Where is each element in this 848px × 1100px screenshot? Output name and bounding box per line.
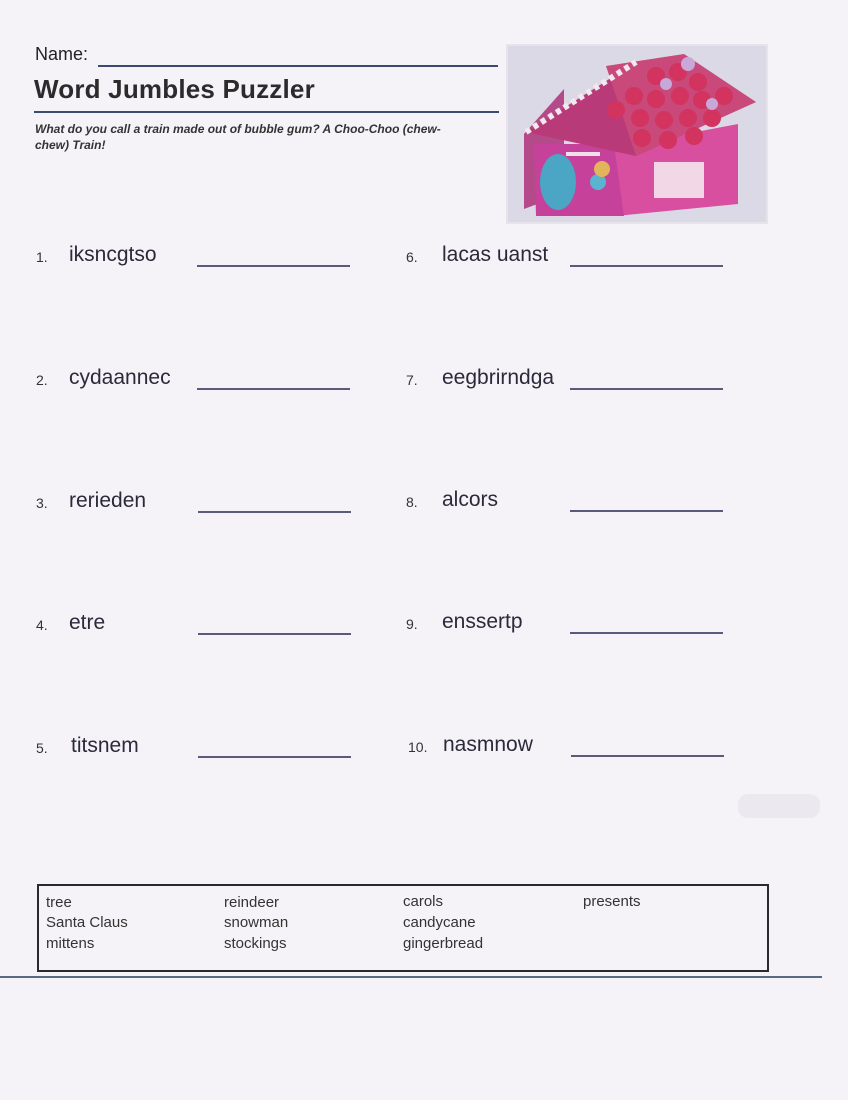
gingerbread-house-icon xyxy=(506,44,768,224)
answer-blank[interactable] xyxy=(198,756,351,758)
word-bank-item: reindeer xyxy=(224,894,280,911)
puzzle-item xyxy=(36,366,356,396)
word-bank-item: Santa Claus xyxy=(46,914,128,931)
scrambled-word: lacas uanst xyxy=(442,243,549,266)
answer-blank[interactable] xyxy=(570,510,723,512)
scrambled-word: iksncgtso xyxy=(69,243,157,266)
answer-blank[interactable] xyxy=(570,632,723,634)
scrambled-word: cydaannec xyxy=(69,366,171,389)
puzzle-number: 4. xyxy=(36,617,48,633)
scan-smudge xyxy=(738,794,820,818)
puzzle-number: 5. xyxy=(36,740,48,756)
answer-blank[interactable] xyxy=(198,633,351,635)
word-bank-item: gingerbread xyxy=(403,935,484,952)
puzzle-number: 3. xyxy=(36,495,48,511)
answer-blank[interactable] xyxy=(197,265,350,267)
puzzle-item xyxy=(406,610,736,640)
scrambled-word: nasmnow xyxy=(443,733,533,756)
puzzle-item xyxy=(406,366,736,396)
puzzle-item xyxy=(36,243,356,273)
scrambled-word: eegbrirndga xyxy=(442,366,555,389)
page-edge-line xyxy=(0,976,822,978)
title-divider xyxy=(34,111,499,113)
riddle-text: What do you call a train made out of bubble gum? A Choo-Choo (chew-chew) Train! xyxy=(35,122,441,152)
puzzle-item xyxy=(406,488,736,518)
word-bank-item: candycane xyxy=(403,914,476,931)
word-bank-item: presents xyxy=(583,893,641,910)
puzzle-item xyxy=(408,733,738,763)
puzzle-number: 2. xyxy=(36,372,48,388)
puzzle-item xyxy=(36,489,356,519)
puzzle-number: 8. xyxy=(406,494,418,510)
answer-blank[interactable] xyxy=(570,265,723,267)
answer-blank[interactable] xyxy=(198,511,351,513)
puzzle-number: 9. xyxy=(406,616,418,632)
answer-blank[interactable] xyxy=(570,388,723,390)
word-bank-item: snowman xyxy=(224,914,289,931)
answer-blank[interactable] xyxy=(197,388,350,390)
word-bank-item: stockings xyxy=(224,935,287,952)
answer-blank[interactable] xyxy=(571,755,724,757)
name-label: Name: xyxy=(35,44,89,64)
word-bank xyxy=(37,884,769,972)
word-bank-item: mittens xyxy=(46,935,95,952)
scrambled-word: etre xyxy=(69,611,106,634)
puzzle-number: 10. xyxy=(408,739,428,755)
puzzle-number: 1. xyxy=(36,249,48,265)
word-bank-item: tree xyxy=(46,894,72,911)
page-title: Word Jumbles Puzzler xyxy=(34,74,315,104)
scrambled-word: enssertp xyxy=(442,610,523,633)
puzzle-item xyxy=(406,243,736,273)
scrambled-word: rerieden xyxy=(69,489,147,512)
puzzle-number: 7. xyxy=(406,372,418,388)
puzzle-item xyxy=(36,611,356,641)
word-bank-item: carols xyxy=(403,893,444,910)
scrambled-word: titsnem xyxy=(71,734,139,757)
scrambled-word: alcors xyxy=(442,488,499,511)
name-line[interactable] xyxy=(98,65,498,67)
puzzle-number: 6. xyxy=(406,249,418,265)
puzzle-item xyxy=(36,734,356,764)
